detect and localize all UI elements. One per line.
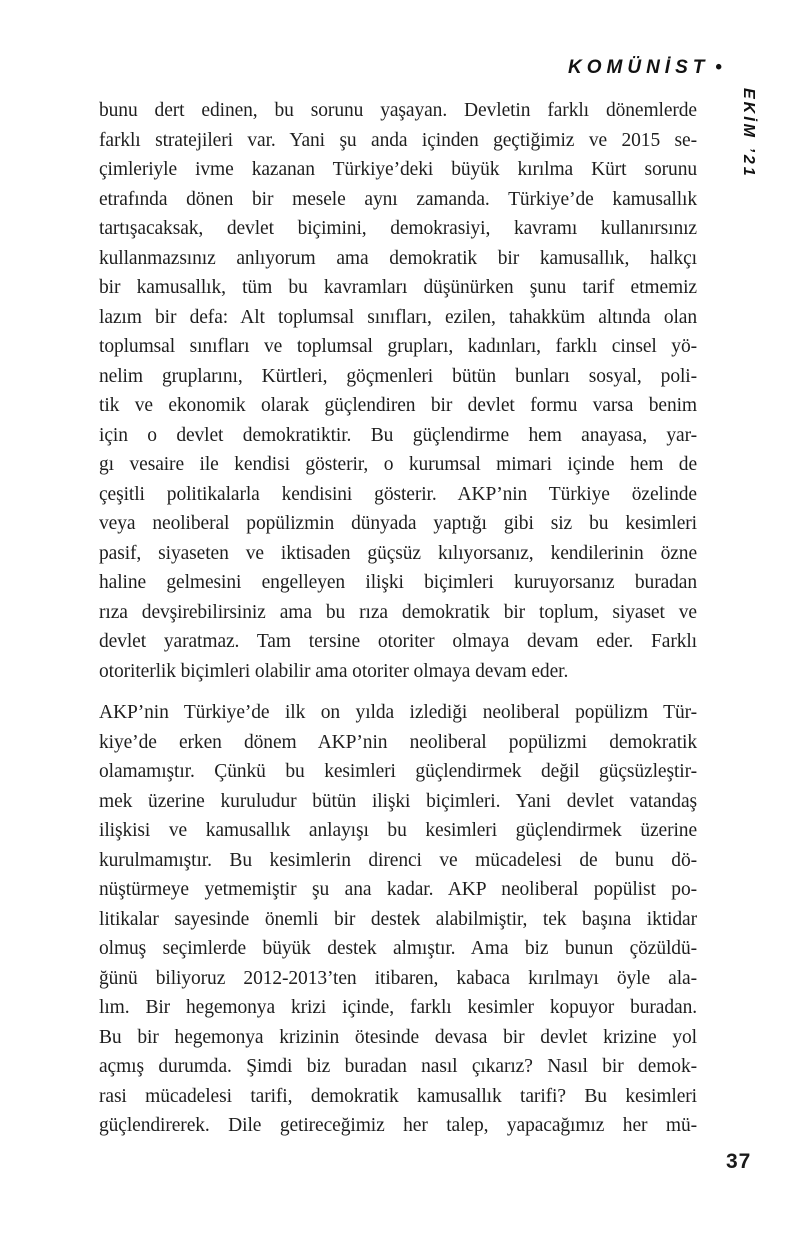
text-line: kiye’de erken dönem AKP’nin neoliberal popülizmi demokratik [99,731,697,753]
text-line: bunu dert edinen, bu sorunu yaşayan. Devletin farklı dönemlerde [99,100,697,121]
text-line: veya neoliberal popülizmin dünyada yaptığı gibi siz bu kesimleri [99,513,697,534]
text-line: ilişkisi ve kamusallık anlayışı bu kesimleri güçlendirmek üzerine [99,820,697,841]
text-line: için o devlet demokratiktir. Bu güçlendirme hem anayasa, yar- [99,424,697,446]
text-line: güçlendirerek. Dile getireceğimiz her talep, yapacağımız her mü- [99,1115,697,1136]
text-line: tartışacaksak, devlet biçimini, demokrasiyi, kavramı kullanırsınız [99,218,697,239]
text-line: bir kamusallık, tüm bu kavramları düşünürken şunu tarif etmemiz [99,277,697,298]
text-line: tik ve ekonomik olarak güçlendiren bir devlet formu varsa benim [99,395,697,416]
text-line: çimleriyle ivme kazanan Türkiye’deki büyük kırılma Kürt sorunu [99,159,697,180]
text-line: litikalar sayesinde önemli bir destek alabilmiştir, tek başına iktidar [99,908,697,930]
text-line: rıza devşirebilirsiniz ama bu rıza demokratik bir toplum, siyaset ve [99,601,697,623]
text-line: farklı stratejileri var. Yani şu anda içinden geçtiğimiz ve 2015 se- [99,129,697,151]
magazine-title: KOMÜNİST [568,57,710,78]
text-line: devlet yaratmaz. Tam tersine otoriter olmaya devam eder. Farklı [99,631,697,652]
text-line: olamamıştır. Çünkü bu kesimleri güçlendirmek değil güçsüzleştir- [99,761,697,782]
text-line: rasi mücadelesi tarifi, demokratik kamusallık tarifi? Bu kesimleri [99,1085,697,1107]
text-line: kullanmazsınız anlıyorum ama demokratik bir kamusallık, halkçı [99,247,697,269]
paragraph [99,96,697,686]
text-line: gı vesaire ile kendisi gösterir, o kurumsal mimari içinde hem de [99,454,697,475]
text-line: ğünü biliyoruz 2012-2013’ten itibaren, kabaca kırılmayı öyle ala- [99,967,697,989]
text-line: çeşitli politikalarla kendisini gösterir. AKP’nin Türkiye özelinde [99,483,697,505]
issue-label: EKİM ’21 [740,88,757,179]
text-line: haline gelmesini engelleyen ilişki biçimleri kuruyorsanız buradan [99,572,697,593]
header-bullet: • [715,57,722,78]
text-line: nelim gruplarını, Kürtleri, göçmenleri bütün bunları sosyal, poli- [99,365,697,387]
paragraph [99,698,697,1141]
text-line: lazım bir defa: Alt toplumsal sınıfları, ezilen, tahakküm altında olan [99,306,697,328]
text-line: kurulmamıştır. Bu kesimlerin direnci ve mücadelesi de bunu dö- [99,849,697,871]
text-line: nüştürmeye yetmemiştir şu ana kadar. AKP neoliberal popülist po- [99,879,697,900]
text-line: mek üzerine kuruludur bütün ilişki biçimleri. Yani devlet vatandaş [99,790,697,812]
text-line: AKP’nin Türkiye’de ilk on yılda izlediği neoliberal popülizm Tür- [99,702,697,723]
page-number: 37 [726,1150,752,1173]
magazine-header [568,57,722,79]
text-line: olmuş seçimlerde büyük destek almıştır. Ama biz bunun çözüldü- [99,938,697,959]
text-line: toplumsal sınıfları ve toplumsal grupları, kadınları, farklı cinsel yö- [99,336,697,357]
text-line: otoriterlik biçimleri olabilir ama otoriter olmaya devam eder. [99,660,569,682]
text-line: açmış durumda. Şimdi biz buradan nasıl çıkarız? Nasıl bir demok- [99,1056,697,1077]
text-line: etrafında dönen bir mesele aynı zamanda. Türkiye’de kamusallık [99,188,697,210]
text-line: lım. Bir hegemonya krizi içinde, farklı kesimler kopuyor buradan. [99,997,697,1018]
text-block [99,96,697,1141]
text-line: pasif, siyaseten ve iktisaden güçsüz kılıyorsanız, kendilerinin özne [99,542,697,564]
text-line: Bu bir hegemonya krizinin ötesinde devasa bir devlet krizine yol [99,1026,697,1048]
